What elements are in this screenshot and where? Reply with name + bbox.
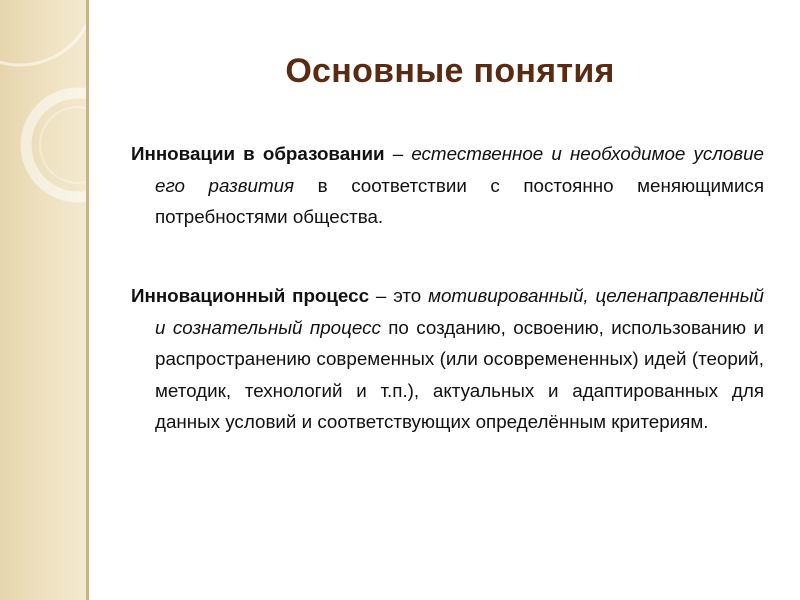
definition-text: в соответствии с постоянно меняющимися потребностями общества. xyxy=(155,174,764,227)
definition-emphasis: мотивированный, целенаправленный и сознательный процесс xyxy=(155,285,765,338)
definition-dash: – это xyxy=(369,285,429,306)
definition-innovation-process xyxy=(131,280,764,438)
stripe-divider xyxy=(86,0,89,600)
definition-term: Инновации в образовании xyxy=(131,143,385,164)
decorative-stripe xyxy=(0,0,86,600)
slide-title: Основные понятия xyxy=(285,52,615,90)
definition-dash: – xyxy=(384,143,412,164)
definition-text: по созданию, освоению, использованию и распространению современных (или осовремененных) идей (теорий, методик, технологий и т.п.), актуальных и адаптированных для данных условий и соответствующих определённым критериям. xyxy=(155,316,764,432)
definition-term: Инновационный процесс xyxy=(131,285,370,306)
decorative-circles xyxy=(0,0,86,600)
definition-innovations-in-education xyxy=(131,138,764,233)
definition-emphasis: естественное и необходимое условие его развития xyxy=(155,143,764,196)
